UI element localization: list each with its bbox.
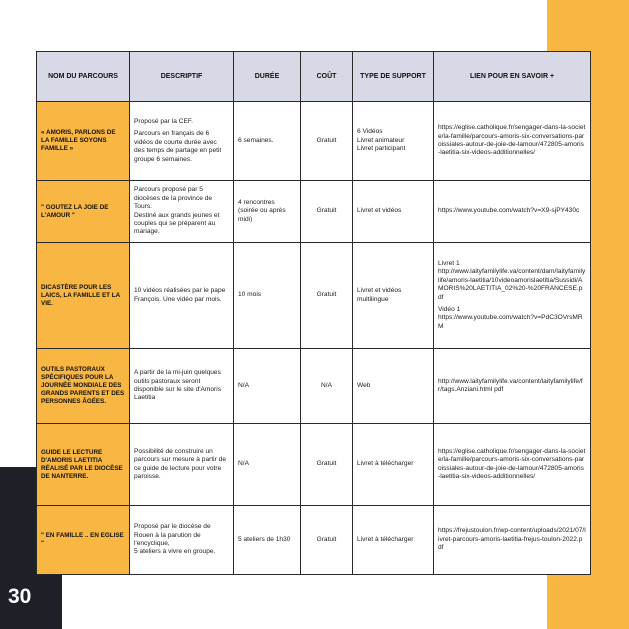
header-lien: LIEN POUR EN SAVOIR + (434, 52, 591, 102)
header-descriptif: DESCRIPTIF (130, 52, 234, 102)
row-cost: Gratuit (301, 243, 353, 349)
row-cost: N/A (301, 349, 353, 424)
table-row (37, 349, 591, 424)
description-line: Proposé par la CEF. (134, 117, 194, 125)
row-link (434, 424, 591, 506)
row-description (130, 181, 234, 243)
row-description (130, 243, 234, 349)
support-text: Livret à télécharger (357, 535, 414, 543)
row-name: " EN FAMILLE .. EN EGLISE " (37, 506, 130, 575)
row-link (434, 506, 591, 575)
support-text: Web (357, 381, 371, 389)
table-header-row (37, 52, 591, 102)
row-name: GUIDE LE LECTURE D'AMORIS LAETITIA RÉALISÉ PAR LE DIOCÈSE DE NANTERRE. (37, 424, 130, 506)
table-row (37, 102, 591, 181)
header-nom-du-parcours: NOM DU PARCOURS (37, 52, 130, 102)
row-support (353, 349, 434, 424)
row-description (130, 424, 234, 506)
row-duration: 5 ateliers de 1h30 (234, 506, 301, 575)
row-name: OUTILS PASTORAUX SPÉCIFIQUES POUR LA JOURNÉE MONDIALE DES GRANDS PARENTS ET DES PERSONNES ÂGÉES. (37, 349, 130, 424)
row-description (130, 349, 234, 424)
header-duree: DURÉE (234, 52, 301, 102)
parcours-table (36, 51, 591, 575)
row-support (353, 181, 434, 243)
support-text: 6 Vidéos Livret animateur Livret participant (357, 128, 406, 153)
support-text: Livret et vidéos (357, 207, 402, 215)
row-name: DICASTÈRE POUR LES LAICS, LA FAMILLE ET LA VIE. (37, 243, 130, 349)
resource-link[interactable]: https://eglise.catholique.fr/sengager-dans-la-societe/la-famille/parcours-amoris-six-conversations-paroissiales-autour-de-joie-de-lamour/472805-amoris-laetitia-six-videos-additionnelles/ (438, 447, 586, 480)
row-name: " GOUTEZ LA JOIE DE L'AMOUR " (37, 181, 130, 243)
row-duration: N/A (234, 349, 301, 424)
row-link (434, 243, 591, 349)
row-duration: 6 semaines. (234, 102, 301, 181)
description-line: Proposé par le diocèse de Rouen à la parution de l'encyclique, 5 ateliers à vivre en groupe. (134, 523, 216, 556)
table-row (37, 181, 591, 243)
row-cost: Gratuit (301, 506, 353, 575)
page-number: 30 (8, 585, 32, 608)
row-description (130, 102, 234, 181)
header-type-de-support: TYPE DE SUPPORT (353, 52, 434, 102)
row-support (353, 424, 434, 506)
row-support (353, 102, 434, 181)
table-row (37, 243, 591, 349)
resource-link[interactable]: Livret 1 http://www.laityfamilylife.va/content/dam/laityfamilylife/amoris-laetitia/10videoamorislaetitia/Sussidi/AMORIS%20LAETITIA_02%20-%20FRANCESE.pdf (438, 259, 586, 301)
row-link (434, 102, 591, 181)
row-cost: Gratuit (301, 424, 353, 506)
row-link (434, 349, 591, 424)
row-link (434, 181, 591, 243)
row-duration: N/A (234, 424, 301, 506)
description-line: Possibilité de construire un parcours sur mesure à partir de ce guide de lecture pour votre paroisse. (134, 447, 226, 480)
resource-link[interactable]: https://www.youtube.com/watch?v=X9-sjPY430c (438, 207, 580, 215)
row-name: « AMORIS, PARLONS DE LA FAMILLE SOYONS FAMILLE » (37, 102, 130, 181)
row-duration: 4 rencontres (soirée ou après midi) (234, 181, 301, 243)
table-row (37, 506, 591, 575)
description-line: 10 vidéos réalisées par le pape François. Une vidéo par mois. (134, 287, 226, 303)
resource-link[interactable]: http://www.laityfamilylife.va/content/laityfamilylife/fr/tags.Anziani.html pdf (438, 377, 583, 393)
resource-link[interactable]: https://eglise.catholique.fr/sengager-dans-la-societe/la-famille/parcours-amoris-six-conversations-paroissiales-autour-de-joie-de-lamour/472805-amoris-laetitia-six-videos-additionnelles/ (438, 124, 586, 157)
row-duration: 10 mois (234, 243, 301, 349)
support-text: Livret et vidéos multilingue (357, 287, 402, 303)
description-line: Parcours en français de 6 vidéos de courte durée avec des temps de partage en petit groupe 6 semaines. (134, 130, 222, 163)
row-cost: Gratuit (301, 102, 353, 181)
header-cout: COÛT (301, 52, 353, 102)
row-description (130, 506, 234, 575)
row-cost: Gratuit (301, 181, 353, 243)
description-line: A partir de la mi-juin quelques outils pastoraux seront disponible sur le site d'Amoris Laetitia (134, 369, 222, 402)
resource-link[interactable]: Vidéo 1 https://www.youtube.com/watch?v=PdC3OVrsMRM (438, 305, 583, 330)
row-support (353, 243, 434, 349)
table-row (37, 424, 591, 506)
description-line: Parcours proposé par 5 diocèses de la province de Tours. Destiné aux grands jeunes et couples qui se préparent au mariage. (134, 186, 220, 236)
resource-link[interactable]: https://frejustoulon.fr/wp-content/uploads/2021/07/livret-parcours-amoris-laetitia-frejus-toulon-2022.pdf (438, 527, 586, 552)
row-support (353, 506, 434, 575)
support-text: Livret à télécharger (357, 460, 414, 468)
